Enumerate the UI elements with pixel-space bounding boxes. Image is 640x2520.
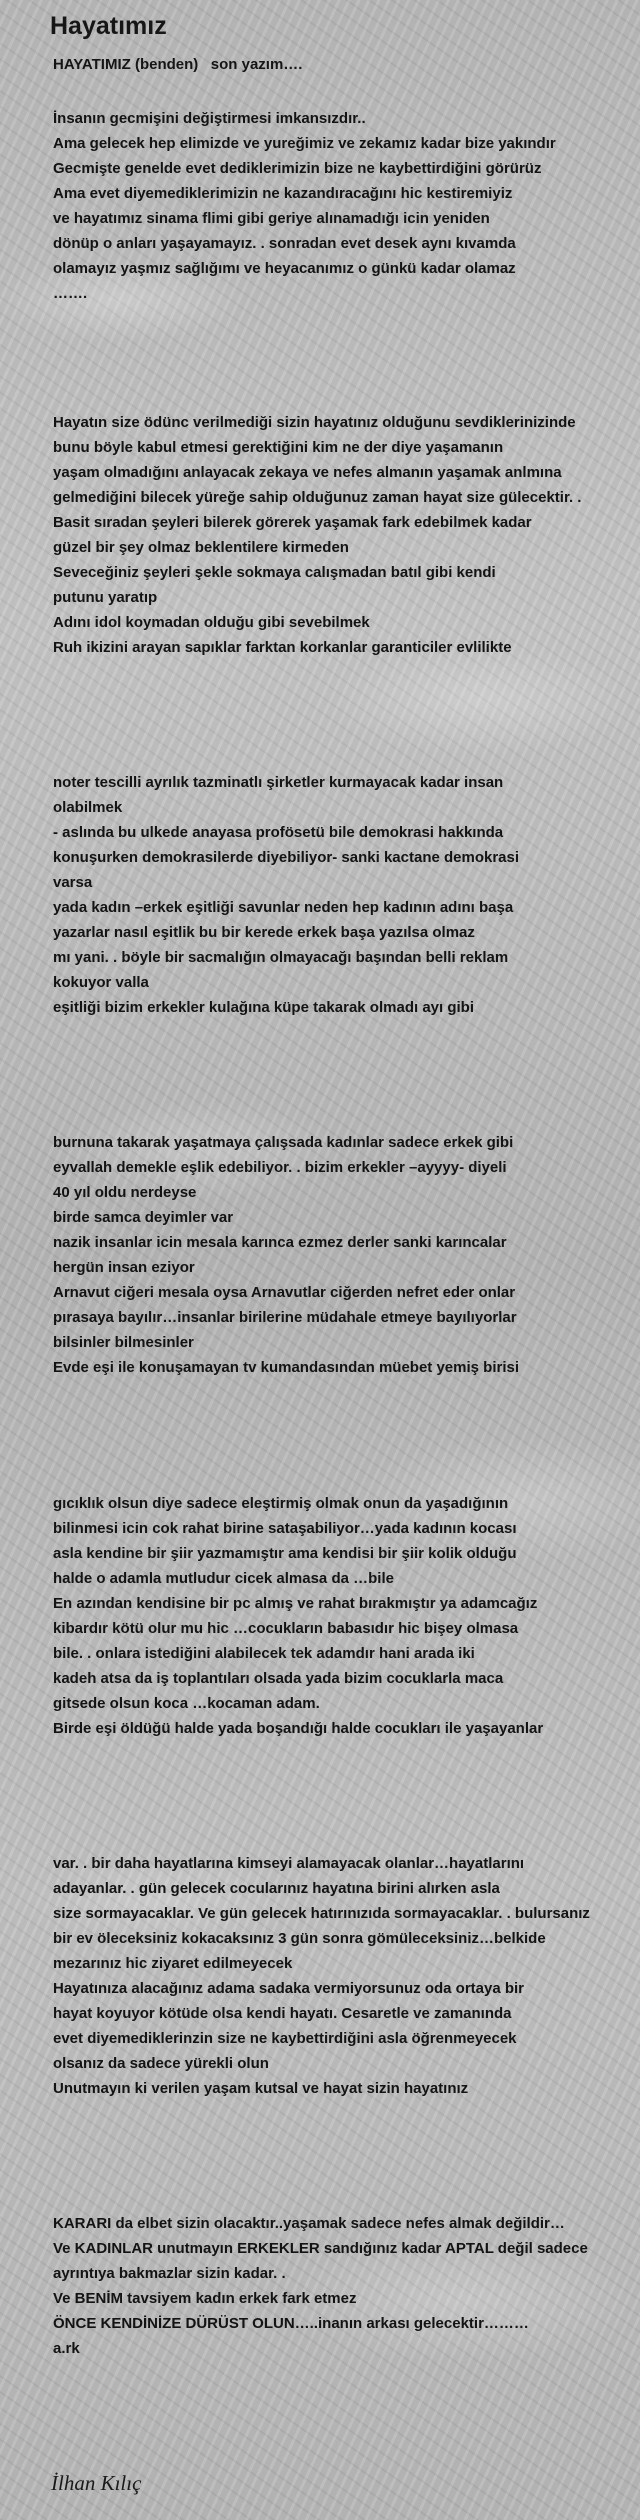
poem-line: yada kadın –erkek eşitliği savunlar neden hep kadının adını başa — [53, 899, 514, 916]
poem-line: kadeh atsa da iş toplantıları olsada yada bizim cocuklarla maca — [53, 1670, 504, 1687]
poem-line: pırasaya bayılır…insanlar birilerine müdahale etmeye bayılıyorlar — [53, 1309, 517, 1326]
stanza-6 — [53, 1851, 634, 2101]
poem-line: evet diyemediklerinzin size ne kaybettirdiğini asla öğrenmeyecek — [53, 2030, 517, 2047]
poem-line: olabilmek — [53, 799, 123, 816]
poem-line: eyvallah demekle eşlik edebiliyor. . bizim erkekler –ayyyy- diyeli — [53, 1159, 507, 1176]
poem-line: güzel bir şey olmaz beklentilere kirmeden — [53, 539, 349, 556]
poem-line: olamayız yaşmız sağlığımı ve heyacanımız o günkü kadar olamaz — [53, 260, 516, 277]
poem-line: Ve KADINLAR unutmayın ERKEKLER sandığınız kadar APTAL değil sadece — [53, 2240, 588, 2257]
poem-line: a.rk — [53, 2340, 80, 2357]
poem-line: yaşam olmadığını anlayacak zekaya ve nefes almanın yaşamak anlmına — [53, 464, 562, 481]
poem-line: ÖNCE KENDİNİZE DÜRÜST OLUN…..inanın arkası gelecektir……… — [53, 2315, 529, 2332]
poem-line: hayat koyuyor kötüde olsa kendi hayatı. Cesaretle ve zamanında — [53, 2005, 512, 2022]
poem-line: ……. — [53, 285, 88, 302]
poem-line: Unutmayın ki verilen yaşam kutsal ve hayat sizin hayatınız — [53, 2080, 469, 2097]
stanza-7 — [53, 2211, 634, 2361]
poem-line: var. . bir daha hayatlarına kimseyi alamayacak olanlar…hayatlarını — [53, 1855, 525, 1872]
poem-line: 40 yıl oldu nerdeyse — [53, 1184, 197, 1201]
poem-line: Ruh ikizini arayan sapıklar farktan korkanlar garanticiler evlilikte — [53, 639, 512, 656]
poem-line: bilinmesi icin cok rahat birine sataşabiliyor…yada kadının kocası — [53, 1520, 517, 1537]
poem-line: adayanlar. . gün gelecek cocularınız hayatına birini alırken asla — [53, 1880, 500, 1897]
poem-line: Gecmişte genelde evet dediklerimizin bize ne kaybettirdiğini görürüz — [53, 160, 542, 177]
poem-line: bir ev öleceksiniz kokacaksınız 3 gün sonra gömüleceksiniz…belkide — [53, 1930, 546, 1947]
poem-line: En azından kendisine bir pc almış ve rahat bırakmıştır ya adamcağız — [53, 1595, 538, 1612]
poem-line: Ama gelecek hep elimizde ve yureğimiz ve zekamız kadar bize yakındır — [53, 135, 556, 152]
poem-line: gitsede olsun koca …kocaman adam. — [53, 1695, 320, 1712]
poem-line: Hayatınıza alacağınız adama sadaka vermiyorsunuz oda ortaya bir — [53, 1980, 525, 1997]
poem-line: bilsinler bilmesinler — [53, 1334, 194, 1351]
poem-line: birde samca deyimler var — [53, 1209, 234, 1226]
poem-line: kibardır kötü olur mu hic …cocukların babasıdır hic bişey olmasa — [53, 1620, 519, 1637]
poem-line: konuşurken demokrasilerde diyebiliyor- sanki kactane demokrasi — [53, 849, 520, 866]
author-signature: İlhan Kılıç — [51, 2471, 142, 2495]
stanza-2 — [53, 410, 634, 660]
poem-line: size sormayacaklar. Ve gün gelecek hatırınızıda sormayacaklar. . bulursanız — [53, 1905, 590, 1922]
poem-line: burnuna takarak yaşatmaya çalışsada kadınlar sadece erkek gibi — [53, 1134, 514, 1151]
poem-line: gelmediğini bilecek yüreğe sahip olduğunuz zaman hayat size gülecektir. . — [53, 489, 582, 506]
poem-line: halde o adamla mutludur cicek almasa da …bile — [53, 1570, 394, 1587]
poem-line: yazarlar nasıl eşitlik bu bir kerede erkek başa yazılsa olmaz — [53, 924, 475, 941]
poem-line: ayrıntıya bakmazlar sizin kadar. . — [53, 2265, 286, 2282]
poem-line: varsa — [53, 874, 93, 891]
poem-line: - aslında bu ulkede anayasa profösetü bile demokrasi hakkında — [53, 824, 504, 841]
poem-line: nazik insanlar icin mesala karınca ezmez derler sanki karıncalar — [53, 1234, 507, 1251]
poem-line: putunu yaratıp — [53, 589, 158, 606]
poem-line: bile. . onlara istediğini alabilecek tek adamdır hani arada iki — [53, 1645, 475, 1662]
poem-line: Seveceğiniz şeyleri şekle sokmaya calışmadan batıl gibi kendi — [53, 564, 496, 581]
poem-line: kokuyor valla — [53, 974, 149, 991]
poem-line: Evde eşi ile konuşamayan tv kumandasından müebet yemiş birisi — [53, 1359, 520, 1376]
stanza-5 — [53, 1491, 634, 1741]
poem-title: Hayatımız — [50, 12, 167, 40]
poem-line: Hayatın size ödünc verilmediği sizin hayatınız olduğunu sevdiklerinizinde — [53, 414, 576, 431]
poem-line: İnsanın gecmişini değiştirmesi imkansızdır.. — [53, 110, 366, 127]
poem-line: hergün insan eziyor — [53, 1259, 195, 1276]
poem-line: gıcıklık olsun diye sadece eleştirmiş olmak onun da yaşadığının — [53, 1495, 509, 1512]
stanza-1 — [53, 106, 634, 306]
poem-line: Birde eşi öldüğü halde yada boşandığı halde cocukları ile yaşayanlar — [53, 1720, 544, 1737]
poem-line: asla kendine bir şiir yazmamıştır ama kendisi bir şiir kolik olduğu — [53, 1545, 517, 1562]
poem-line: Arnavut ciğeri mesala oysa Arnavutlar ciğerden nefret eder onlar — [53, 1284, 516, 1301]
poem-line: mı yani. . böyle bir sacmalığın olmayacağı başından belli reklam — [53, 949, 509, 966]
poem-subtitle: HAYATIMIZ (benden) son yazım…. — [53, 56, 303, 73]
poem-line: dönüp o anları yaşayamayız. . sonradan evet desek aynı kıvamda — [53, 235, 516, 252]
poem-line: mezarınız hic ziyaret edilmeyecek — [53, 1955, 293, 1972]
poem-line: KARARI da elbet sizin olacaktır..yaşamak sadece nefes almak değildir… — [53, 2215, 565, 2232]
poem-line: Ama evet diyemediklerimizin ne kazandıracağını hic kestiremiyiz — [53, 185, 513, 202]
poem-line: Adını idol koymadan olduğu gibi sevebilmek — [53, 614, 370, 631]
poem-line: olsanız da sadece yürekli olun — [53, 2055, 269, 2072]
poem-line: Ve BENİM tavsiyem kadın erkek fark etmez — [53, 2290, 357, 2307]
poem-line: noter tescilli ayrılık tazminatlı şirketler kurmayacak kadar insan — [53, 774, 504, 791]
poem-line: ve hayatımız sinama flimi gibi geriye alınamadığı icin yeniden — [53, 210, 490, 227]
poem-line: eşitliği bizim erkekler kulağına küpe takarak olmadı ayı gibi — [53, 999, 474, 1016]
poem-line: bunu böyle kabul etmesi gerektiğini kim ne der diye yaşamanın — [53, 439, 504, 456]
poem-line: Basit sıradan şeyleri bilerek görerek yaşamak fark edebilmek kadar — [53, 514, 532, 531]
stanza-3 — [53, 770, 634, 1020]
stanza-4 — [53, 1130, 634, 1380]
